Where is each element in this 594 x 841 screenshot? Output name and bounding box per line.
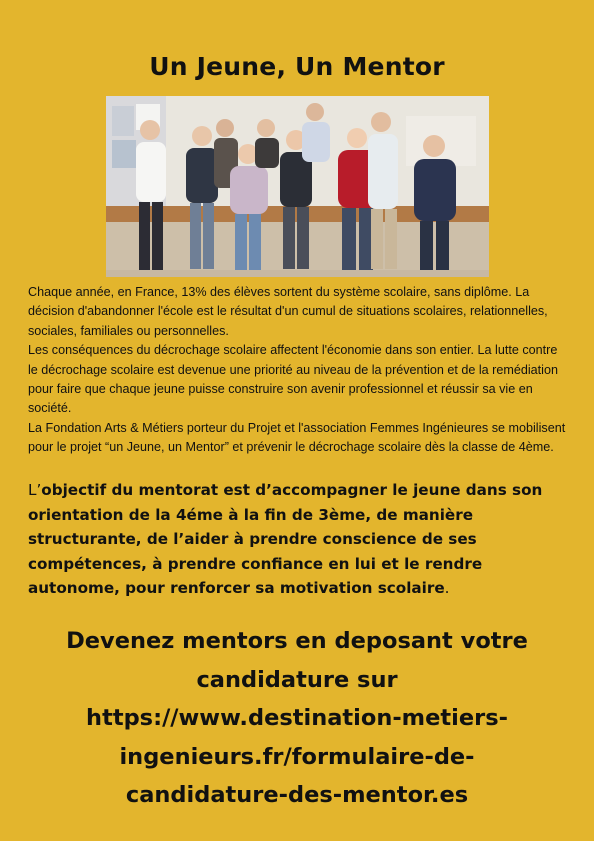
cta-url-line[interactable]: ingenieurs.fr/formulaire-de- (119, 743, 475, 770)
paragraph: Les conséquences du décrochage scolaire affectent l'économie dans son entier. La lutte contre le décrochage scolaire est devenue une priorité au niveau de la prévention et de la remédiation pour faire que chaque jeune puisse construire son avenir professionnel et réussir sa vie en société. (28, 343, 558, 416)
page-title: Un Jeune, Un Mentor (149, 52, 445, 81)
cta-url-line[interactable]: candidature-des-mentor.es (125, 782, 469, 808)
objective-statement (28, 478, 568, 601)
paragraph: La Fondation Arts & Métiers porteur du Projet et l'association Femmes Ingénieures se mobilisent pour le projet “un Jeune, un Mentor” et prévenir le décrochage scolaire dès la classe de 4ème. (28, 420, 566, 455)
cta-url-line[interactable]: https://www.destination-metiers- (86, 705, 508, 731)
call-to-action (0, 622, 594, 815)
intro-text (28, 283, 568, 458)
paragraph: Chaque année, en France, 13% des élèves sortent du système scolaire, sans diplôme. La décision d'abandonner l'école est le résultat d'un cumul de situations scolaires, relationnelles, sociales, familiales ou personnelles. (28, 285, 548, 338)
objective-lead: L’ (28, 481, 42, 499)
group-photo (106, 96, 489, 277)
cta-text: Devenez mentors en deposant votre candidature sur (66, 628, 528, 693)
objective-end: . (444, 579, 450, 597)
objective-text: objectif du mentorat est d’accompagner le jeune dans son orientation de la 4éme à la fin de 3ème, de manière structurante, de l’aider à prendre conscience de ses compétences, à prendre confiance en lui et le rendre autonome, pour renforcer sa motivation scolaire (28, 481, 543, 597)
